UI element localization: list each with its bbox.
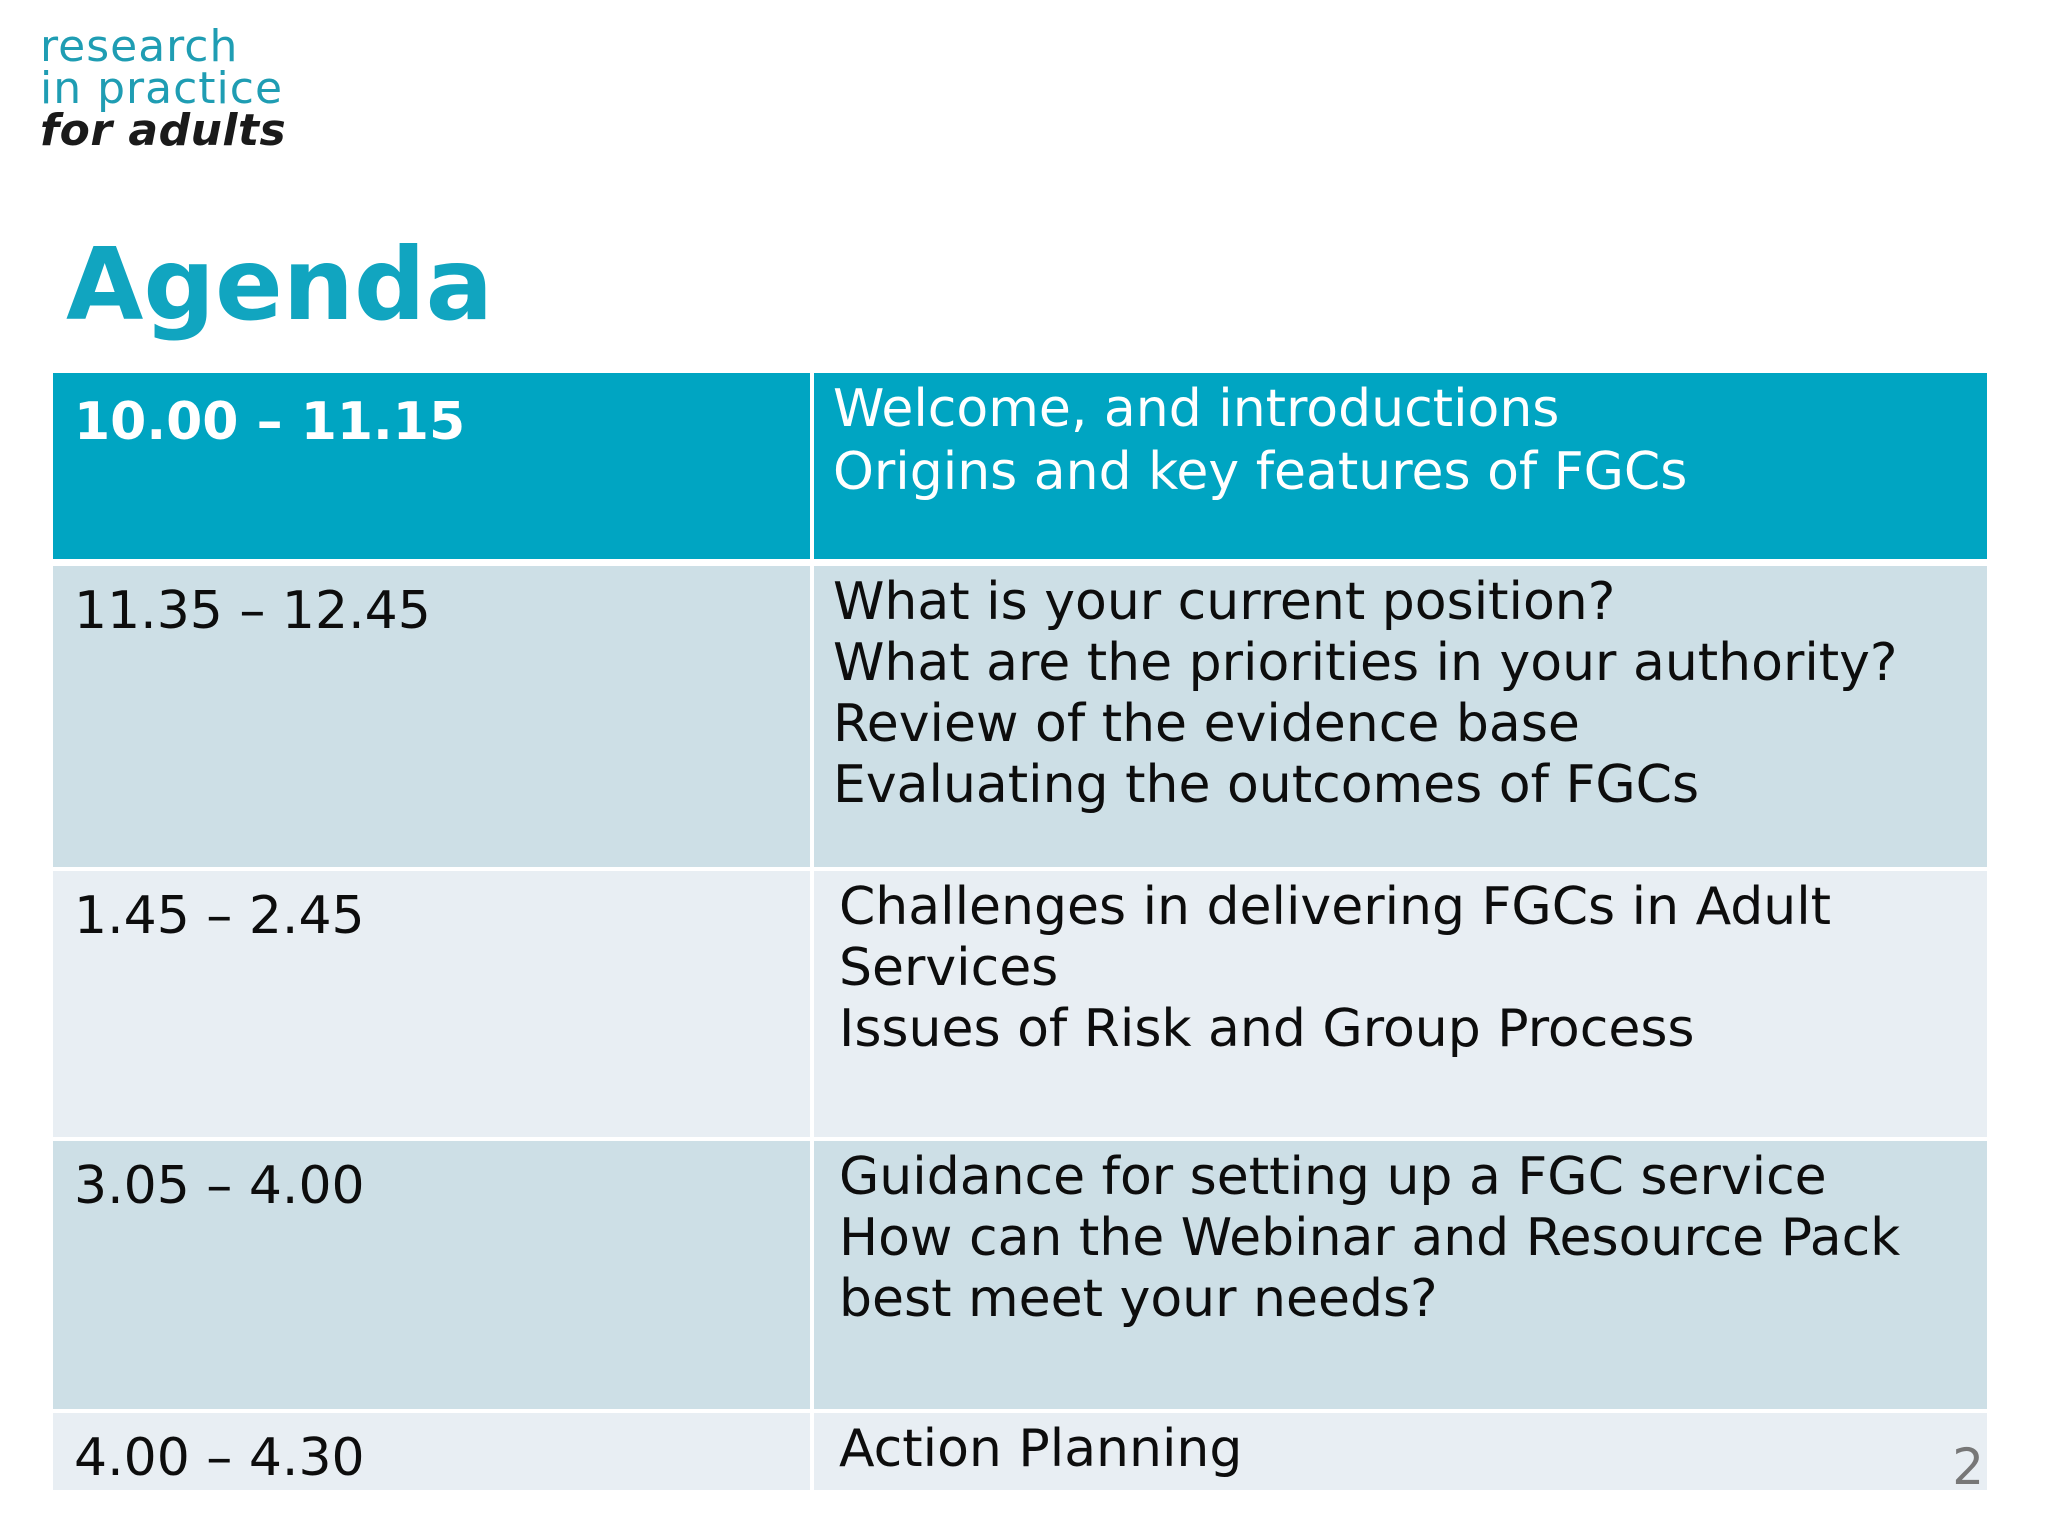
agenda-topic: How can the Webinar and Resource Pack	[839, 1208, 1901, 1268]
logo-line-research: research	[40, 21, 239, 72]
page-title: Agenda	[66, 226, 494, 343]
agenda-topics	[814, 1413, 1987, 1490]
logo-line-for-adults: for adults	[40, 105, 287, 156]
agenda-topic: Challenges in delivering FGCs in Adult	[839, 877, 1832, 937]
agenda-row	[53, 1413, 1987, 1490]
agenda-time: 11.35 – 12.45	[53, 566, 810, 867]
agenda-topic: best meet your needs?	[839, 1269, 1438, 1329]
agenda-time: 3.05 – 4.00	[53, 1141, 810, 1409]
agenda-topic: Welcome, and introductions	[833, 379, 1560, 439]
agenda-topics	[814, 871, 1987, 1137]
agenda-time: 1.45 – 2.45	[53, 871, 810, 1137]
agenda-time: 10.00 – 11.15	[53, 373, 810, 559]
agenda-topic: Evaluating the outcomes of FGCs	[833, 755, 1700, 815]
agenda-topic: What is your current position?	[833, 572, 1616, 632]
agenda-row	[53, 373, 1987, 559]
agenda-row	[53, 566, 1987, 867]
agenda-topics	[814, 566, 1987, 867]
agenda-row	[53, 871, 1987, 1137]
agenda-table	[53, 373, 1987, 1490]
agenda-time: 4.00 – 4.30	[53, 1413, 810, 1490]
agenda-topics	[814, 1141, 1987, 1409]
agenda-row	[53, 1141, 1987, 1409]
agenda-topic: Action Planning	[839, 1419, 1243, 1479]
logo-line-in-practice: in practice	[40, 63, 284, 114]
agenda-topic: Guidance for setting up a FGC service	[839, 1147, 1827, 1207]
agenda-topic: What are the priorities in your authority?	[833, 633, 1898, 693]
agenda-topic: Origins and key features of FGCs	[833, 442, 1688, 502]
agenda-topic: Review of the evidence base	[833, 694, 1580, 754]
agenda-topics	[814, 373, 1987, 559]
page-number: 2	[1952, 1438, 1984, 1496]
agenda-topic: Services	[839, 938, 1059, 998]
agenda-topic: Issues of Risk and Group Process	[839, 999, 1695, 1059]
logo	[40, 21, 287, 156]
